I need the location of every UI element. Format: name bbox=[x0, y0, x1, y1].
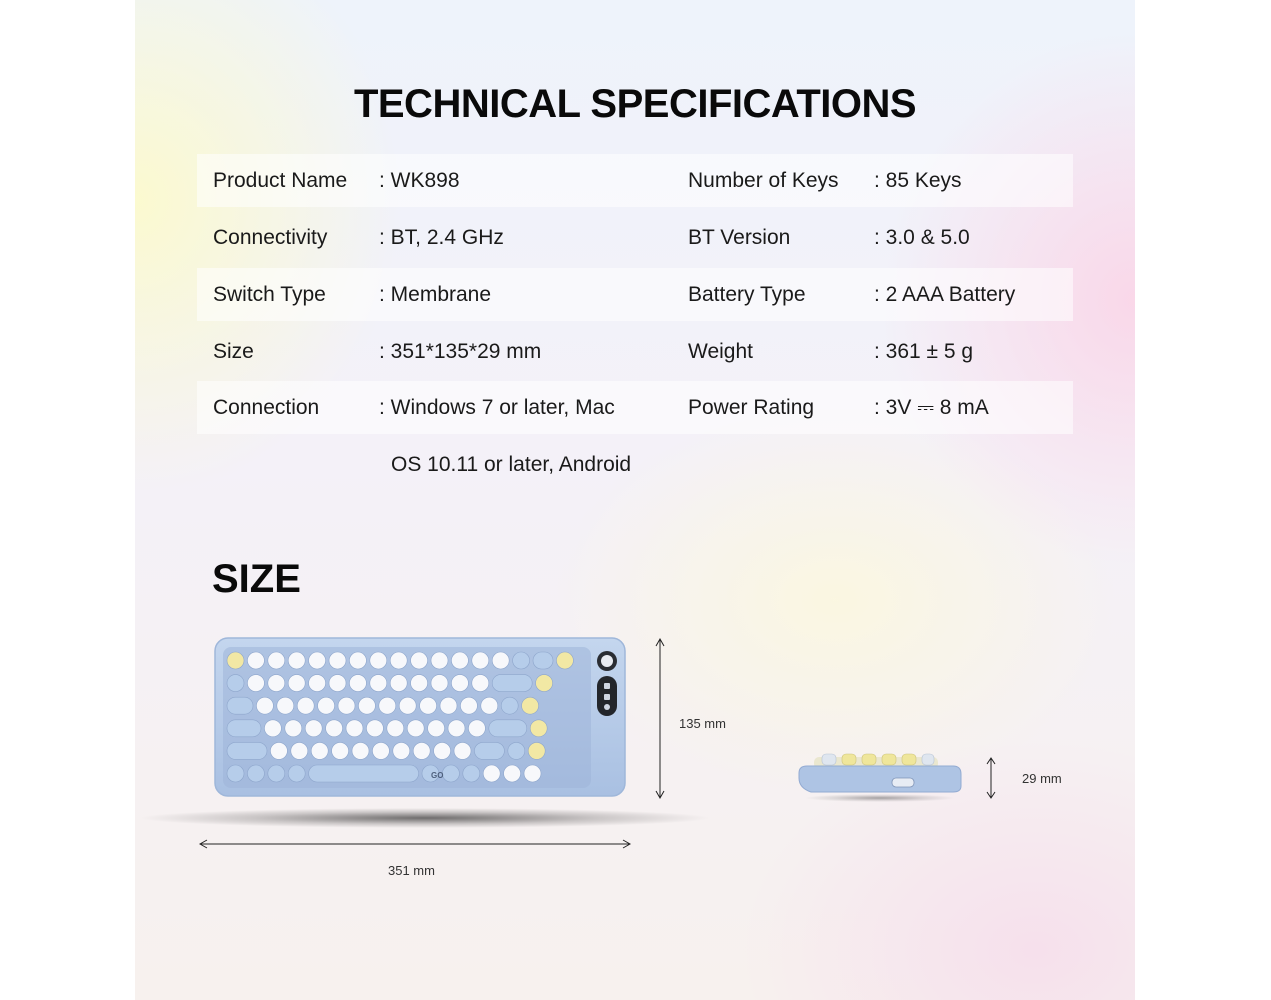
keyboard-key bbox=[332, 742, 349, 759]
keyboard-key bbox=[227, 742, 267, 759]
keyboard-key bbox=[346, 720, 363, 737]
spec-label: BT Version bbox=[688, 226, 791, 249]
keyboard-key bbox=[227, 720, 261, 737]
keyboard-key bbox=[227, 697, 253, 714]
keyboard-key bbox=[227, 675, 244, 692]
spec-value: : BT, 2.4 GHz bbox=[379, 226, 504, 249]
keyboard-key bbox=[454, 742, 471, 759]
keyboard-key bbox=[434, 742, 451, 759]
keyboard-key bbox=[247, 675, 264, 692]
section-title-size: SIZE bbox=[212, 557, 301, 601]
keyboard-key bbox=[533, 652, 553, 669]
keyboard-key bbox=[399, 697, 416, 714]
keyboard-key bbox=[413, 742, 430, 759]
spec-label: Connection bbox=[213, 396, 320, 419]
spec-label: Battery Type bbox=[688, 283, 806, 306]
keyboard-key bbox=[311, 742, 328, 759]
keyboard-key bbox=[329, 675, 346, 692]
width-label: 351 mm bbox=[388, 863, 435, 878]
keyboard-key bbox=[366, 720, 383, 737]
keyboard-key bbox=[390, 675, 407, 692]
keyboard-key bbox=[448, 720, 465, 737]
keyboard-key bbox=[285, 720, 302, 737]
spec-label: Size bbox=[213, 340, 254, 363]
keyboard-key bbox=[536, 675, 553, 692]
keyboard-key bbox=[227, 652, 244, 669]
keyboard-key bbox=[227, 765, 244, 782]
spec-value: : 3V ⎓ 8 mA bbox=[874, 396, 989, 419]
keyboard-key bbox=[472, 675, 489, 692]
keyboard-key bbox=[305, 720, 322, 737]
spec-value: : 2 AAA Battery bbox=[874, 283, 1016, 306]
keyboard-key bbox=[451, 652, 468, 669]
keyboard-key bbox=[318, 697, 335, 714]
spec-label: Switch Type bbox=[213, 283, 326, 306]
keyboard-key bbox=[288, 675, 305, 692]
keyboard-key bbox=[268, 765, 285, 782]
keyboard-key bbox=[370, 675, 387, 692]
keyboard-key bbox=[522, 697, 539, 714]
spec-value: : 85 Keys bbox=[874, 169, 962, 192]
keyboard-key bbox=[288, 652, 305, 669]
spec-value: : Membrane bbox=[379, 283, 492, 306]
spec-label: Connectivity bbox=[213, 226, 328, 249]
keyboard-key bbox=[379, 697, 396, 714]
keyboard-key bbox=[268, 652, 285, 669]
keyboard-key bbox=[264, 720, 281, 737]
keyboard-key bbox=[483, 765, 500, 782]
keyboard-key bbox=[504, 765, 521, 782]
keyboard-key bbox=[463, 765, 480, 782]
keyboard-key bbox=[489, 720, 527, 737]
keyboard-key bbox=[492, 675, 532, 692]
keyboard-key bbox=[329, 652, 346, 669]
keyboard-key bbox=[352, 742, 369, 759]
keyboard-key bbox=[309, 652, 326, 669]
keyboard-key bbox=[440, 697, 457, 714]
keyboard-key bbox=[492, 652, 509, 669]
keyboard-key bbox=[411, 675, 428, 692]
spec-label: Weight bbox=[688, 340, 753, 363]
page-title: TECHNICAL SPECIFICATIONS bbox=[353, 82, 917, 126]
keyboard-key bbox=[288, 765, 305, 782]
keyboard-key bbox=[524, 765, 541, 782]
keyboard-key bbox=[247, 652, 264, 669]
keyboard-key bbox=[472, 652, 489, 669]
keyboard-key bbox=[508, 742, 525, 759]
keyboard-key bbox=[387, 720, 404, 737]
keyboard-key bbox=[309, 675, 326, 692]
keyboard-key bbox=[407, 720, 424, 737]
keyboard-key bbox=[474, 742, 504, 759]
brand-key-label: GO bbox=[431, 771, 444, 780]
keyboard-key bbox=[442, 765, 459, 782]
spec-panel bbox=[135, 0, 1135, 1000]
spec-label: Product Name bbox=[213, 169, 348, 192]
width-dimension bbox=[200, 840, 630, 848]
spec-value: : 351*135*29 mm bbox=[379, 340, 542, 363]
keyboard-key bbox=[411, 652, 428, 669]
spec-value: : 3.0 & 5.0 bbox=[874, 226, 970, 249]
keyboard-key bbox=[420, 697, 437, 714]
keyboard-key bbox=[338, 697, 355, 714]
keyboard-side-view bbox=[799, 754, 961, 802]
keyboard-key bbox=[358, 697, 375, 714]
size-diagram bbox=[135, 0, 1135, 1000]
keyboard-key bbox=[481, 697, 498, 714]
keyboard-key bbox=[247, 765, 264, 782]
spec-label: Number of Keys bbox=[688, 169, 839, 192]
keyboard-key bbox=[349, 652, 366, 669]
keyboard-top-view bbox=[215, 638, 625, 796]
keyboard-key bbox=[431, 675, 448, 692]
keyboard-shadow bbox=[140, 808, 710, 828]
spec-value: : 361 ± 5 g bbox=[874, 340, 974, 363]
keyboard-key bbox=[393, 742, 410, 759]
keyboard-key bbox=[256, 697, 273, 714]
keyboard-key bbox=[513, 652, 530, 669]
keyboard-key bbox=[530, 720, 547, 737]
keyboard-key bbox=[501, 697, 518, 714]
spec-value-continued: OS 10.11 or later, Android bbox=[391, 453, 632, 476]
keyboard-key bbox=[309, 765, 419, 782]
depth-dimension bbox=[987, 758, 995, 798]
keyboard-key bbox=[277, 697, 294, 714]
keyboard-key bbox=[451, 675, 468, 692]
height-label: 135 mm bbox=[679, 716, 726, 731]
spec-value: : WK898 bbox=[379, 169, 460, 192]
keyboard-key bbox=[291, 742, 308, 759]
keyboard-key bbox=[270, 742, 287, 759]
keyboard-key bbox=[370, 652, 387, 669]
keyboard-key bbox=[556, 652, 573, 669]
keyboard-key bbox=[428, 720, 445, 737]
keyboard-key bbox=[372, 742, 389, 759]
depth-label: 29 mm bbox=[1022, 771, 1062, 786]
spec-value: : Windows 7 or later, Mac bbox=[379, 396, 615, 419]
keyboard-key bbox=[528, 742, 545, 759]
spec-label: Power Rating bbox=[688, 396, 815, 419]
keyboard-key bbox=[349, 675, 366, 692]
keyboard-key bbox=[390, 652, 407, 669]
height-dimension bbox=[656, 639, 664, 798]
keyboard-key bbox=[297, 697, 314, 714]
keyboard-key bbox=[460, 697, 477, 714]
keyboard-key bbox=[268, 675, 285, 692]
keyboard-key bbox=[326, 720, 343, 737]
keyboard-key bbox=[431, 652, 448, 669]
keyboard-key bbox=[468, 720, 485, 737]
